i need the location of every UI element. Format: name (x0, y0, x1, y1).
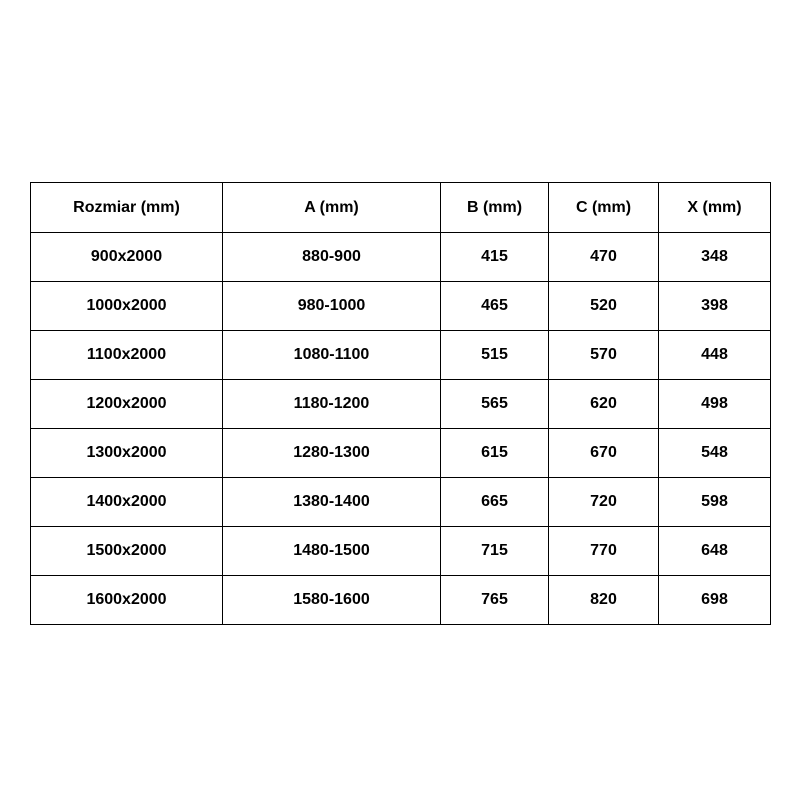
cell-x: 598 (659, 478, 771, 527)
table-row (31, 576, 771, 625)
cell-a: 1280-1300 (223, 429, 441, 478)
cell-b: 765 (441, 576, 549, 625)
table-row (31, 380, 771, 429)
cell-x: 348 (659, 233, 771, 282)
cell-rozmiar: 1200x2000 (31, 380, 223, 429)
cell-x: 698 (659, 576, 771, 625)
cell-c: 670 (549, 429, 659, 478)
cell-b: 415 (441, 233, 549, 282)
cell-rozmiar: 1000x2000 (31, 282, 223, 331)
column-header-rozmiar: Rozmiar (mm) (31, 183, 223, 233)
cell-rozmiar: 1100x2000 (31, 331, 223, 380)
table-row (31, 233, 771, 282)
table-row (31, 429, 771, 478)
cell-c: 720 (549, 478, 659, 527)
cell-b: 565 (441, 380, 549, 429)
cell-a: 980-1000 (223, 282, 441, 331)
table-row (31, 478, 771, 527)
table-header-row (31, 183, 771, 233)
cell-a: 1580-1600 (223, 576, 441, 625)
cell-a: 1380-1400 (223, 478, 441, 527)
cell-rozmiar: 1400x2000 (31, 478, 223, 527)
column-header-x: X (mm) (659, 183, 771, 233)
cell-c: 770 (549, 527, 659, 576)
column-header-a: A (mm) (223, 183, 441, 233)
cell-c: 820 (549, 576, 659, 625)
cell-b: 515 (441, 331, 549, 380)
cell-x: 648 (659, 527, 771, 576)
cell-x: 498 (659, 380, 771, 429)
cell-rozmiar: 1300x2000 (31, 429, 223, 478)
column-header-b: B (mm) (441, 183, 549, 233)
cell-c: 570 (549, 331, 659, 380)
cell-b: 665 (441, 478, 549, 527)
specification-table (30, 182, 771, 625)
cell-c: 520 (549, 282, 659, 331)
cell-rozmiar: 1600x2000 (31, 576, 223, 625)
cell-a: 1080-1100 (223, 331, 441, 380)
table-row (31, 527, 771, 576)
table-row (31, 331, 771, 380)
cell-c: 470 (549, 233, 659, 282)
cell-c: 620 (549, 380, 659, 429)
cell-b: 465 (441, 282, 549, 331)
cell-rozmiar: 900x2000 (31, 233, 223, 282)
cell-a: 1480-1500 (223, 527, 441, 576)
cell-a: 1180-1200 (223, 380, 441, 429)
cell-x: 548 (659, 429, 771, 478)
cell-a: 880-900 (223, 233, 441, 282)
table-row (31, 282, 771, 331)
cell-rozmiar: 1500x2000 (31, 527, 223, 576)
column-header-c: C (mm) (549, 183, 659, 233)
cell-b: 615 (441, 429, 549, 478)
cell-x: 448 (659, 331, 771, 380)
specification-table-container (30, 182, 770, 625)
cell-x: 398 (659, 282, 771, 331)
cell-b: 715 (441, 527, 549, 576)
